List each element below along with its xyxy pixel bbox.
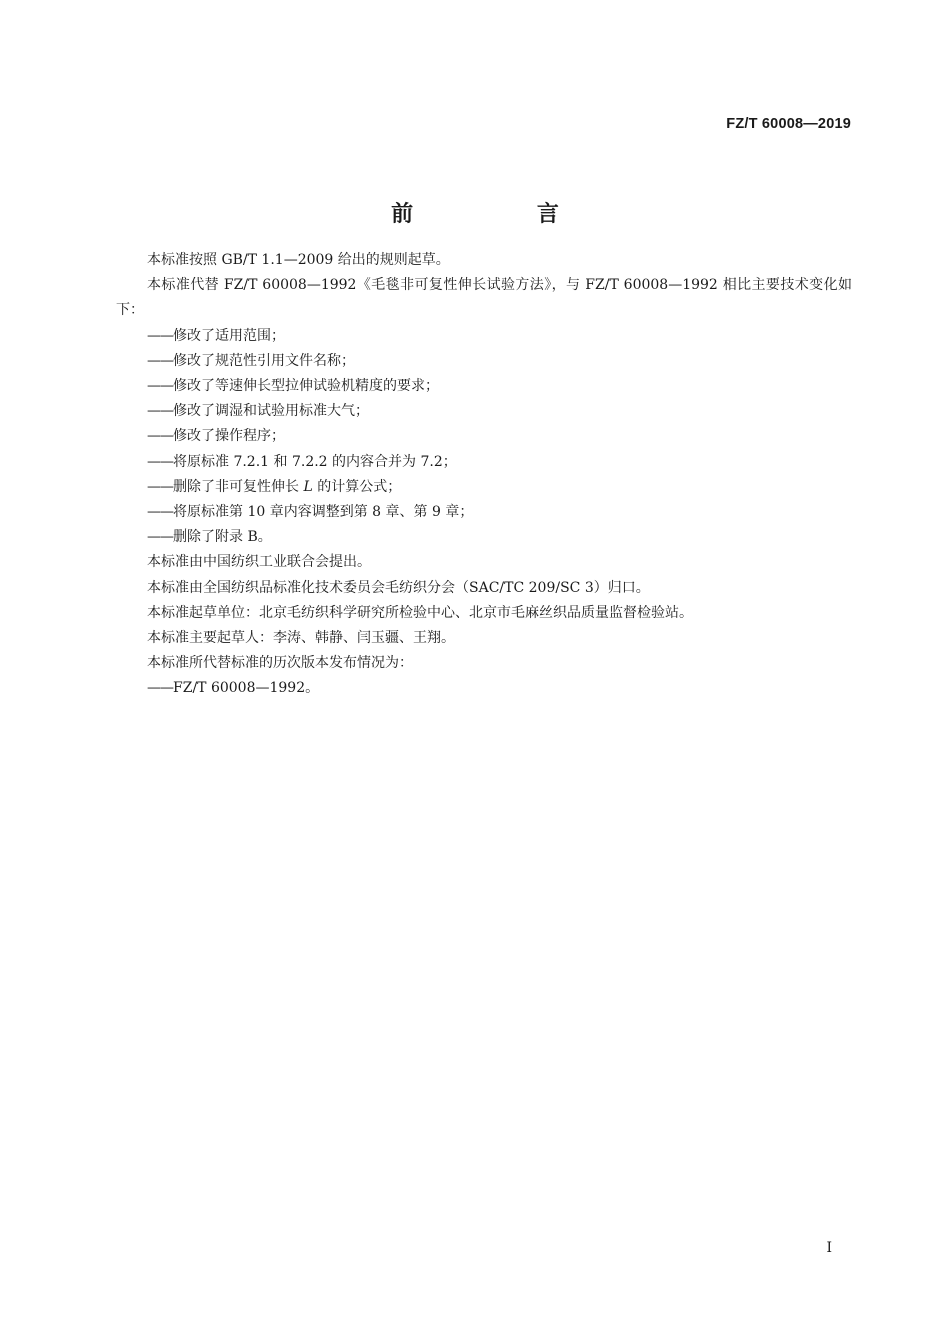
paragraph-proposed-by: 本标准由中国纺织工业联合会提出。 <box>147 554 371 571</box>
paragraph-centralized-by: 本标准由全国纺织品标准化技术委员会毛纺织分会（SAC/TC 209/SC 3）归口。 <box>147 579 650 596</box>
standard-code: FZ/T 60008—2019 <box>726 116 851 132</box>
list-item: ——修改了操作程序； <box>147 428 285 445</box>
paragraph-history: 本标准所代替标准的历次版本发布情况为： <box>147 655 413 672</box>
list-item: ——修改了规范性引用文件名称； <box>147 352 355 369</box>
paragraph-drafting-rules: 本标准按照 GB/T 1.1—2009 给出的规则起草。 <box>147 252 450 268</box>
list-item: ——删除了非可复性伸长 L 的计算公式； <box>147 478 402 495</box>
paragraph-drafters: 本标准主要起草人：李涛、韩静、闫玉疆、王翔。 <box>147 630 455 647</box>
list-item: ——修改了适用范围； <box>147 327 285 344</box>
list-item: ——删除了附录 B。 <box>147 529 272 546</box>
page-title: 前 言 <box>391 202 617 227</box>
variable-l: L <box>303 478 313 495</box>
list-item: ——将原标准 7.2.1 和 7.2.2 的内容合并为 7.2； <box>147 453 457 470</box>
changes-list <box>116 324 852 551</box>
list-item: ——修改了调湿和试验用标准大气； <box>147 403 369 420</box>
page-number: I <box>826 1240 832 1256</box>
foreword-body <box>116 248 852 702</box>
list-item: ——FZ/T 60008—1992。 <box>147 680 320 697</box>
list-item: ——将原标准第 10 章内容调整到第 8 章、第 9 章； <box>147 504 474 521</box>
paragraph-replacement: 本标准代替 FZ/T 60008—1992《毛毯非可复性伸长试验方法》，与 FZ/T 60008—1992 相比主要技术变化如下： <box>116 277 852 319</box>
paragraph-drafting-units: 本标准起草单位：北京毛纺织科学研究所检验中心、北京市毛麻丝织品质量监督检验站。 <box>147 604 693 621</box>
history-list <box>116 676 852 701</box>
list-item: ——修改了等速伸长型拉伸试验机精度的要求； <box>147 378 439 395</box>
